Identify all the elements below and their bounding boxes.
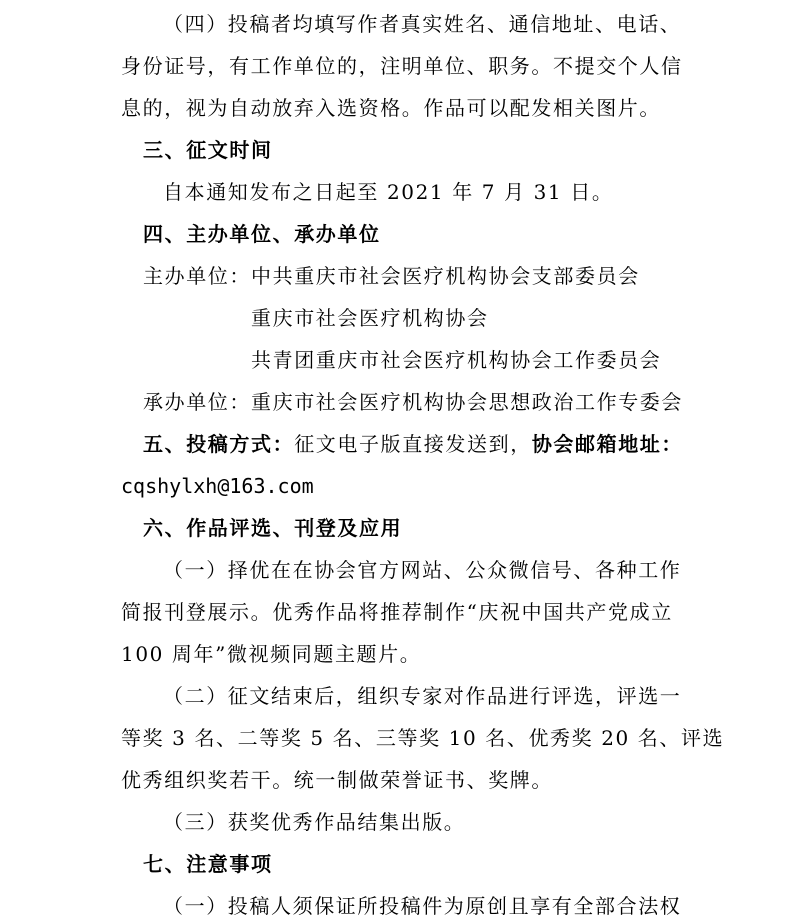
paragraph-line: 等奖 3 名、二等奖 5 名、三等奖 10 名、优秀奖 20 名、评选 [121,726,725,750]
host-organization: 重庆市社会医疗机构协会 [251,306,489,330]
section-heading: 三、征文时间 [143,138,273,162]
paragraph-line: （一）投稿人须保证所投稿件为原创且享有全部合法权 [163,894,682,918]
email-address: cqshylxh@163.com [121,474,314,498]
section-heading: 七、注意事项 [143,852,273,876]
paragraph-line: 简报刊登展示。优秀作品将推荐制作“庆祝中国共产党成立 [121,600,673,624]
section-heading: 五、投稿方式： [143,432,295,456]
organizer-label: 承办单位： [143,390,251,414]
paragraph-line: 身份证号，有工作单位的，注明单位、职务。不提交个人信 [121,54,683,78]
paragraph-line: 100 周年”微视频同题主题片。 [121,642,422,666]
organizer-organization: 重庆市社会医疗机构协会思想政治工作专委会 [251,390,683,414]
paragraph-line: 息的，视为自动放弃入选资格。作品可以配发相关图片。 [121,96,661,120]
paragraph-line: （二）征文结束后，组织专家对作品进行评选，评选一 [163,684,682,708]
host-label: 主办单位： [143,264,251,288]
section-heading: 四、主办单位、承办单位 [143,222,381,246]
section-heading: 六、作品评选、刊登及应用 [143,516,403,540]
paragraph-line: 优秀组织奖若干。统一制做荣誉证书、奖牌。 [121,768,553,792]
paragraph-line: （一）择优在在协会官方网站、公众微信号、各种工作 [163,558,682,582]
submission-text: 征文电子版直接发送到， [294,432,532,456]
email-label: 协会邮箱地址： [531,432,684,456]
submission-line [143,431,683,457]
paragraph-line: （三）获奖优秀作品结集出版。 [163,810,466,834]
paragraph-line: 自本通知发布之日起至 2021 年 7 月 31 日。 [163,180,614,204]
host-organization: 共青团重庆市社会医疗机构协会工作委员会 [251,348,662,372]
host-organization: 中共重庆市社会医疗机构协会支部委员会 [251,264,640,288]
paragraph-line: （四）投稿者均填写作者真实姓名、通信地址、电话、 [163,12,682,36]
